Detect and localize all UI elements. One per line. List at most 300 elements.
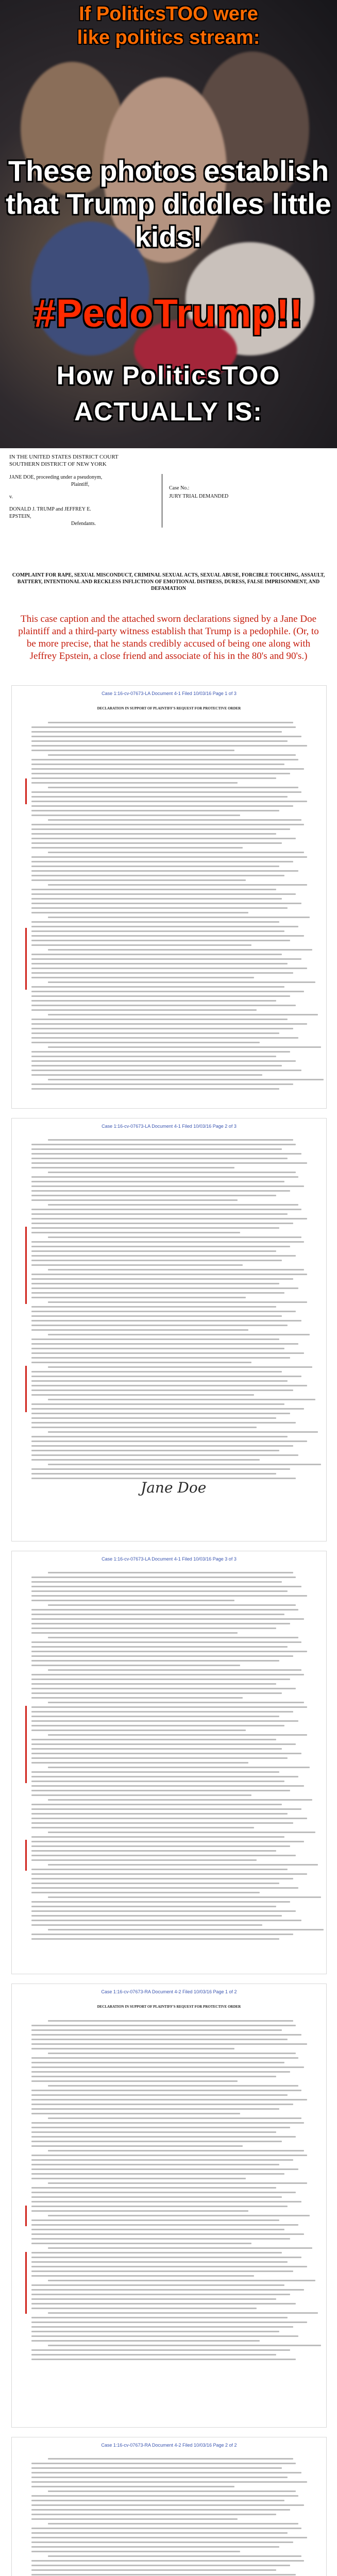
text-line — [48, 2182, 307, 2184]
text-line — [48, 1767, 310, 1768]
meme-top-line-2: like politics stream: — [77, 27, 260, 48]
text-line — [31, 773, 290, 774]
complaint-title: COMPLAINT FOR RAPE, SEXUAL MISCONDUCT, CRIMINAL SEXUAL ACTS, SEXUAL ABUSE, FORCIBLE TOUCHING, ASSAULT, BATTERY, INTENTIONAL AND RECKLESS INFLICTION OF EMOTIONAL DISTRESS, DURESS, FALSE IMPRISONMENT, AND DEFAMATION — [12, 572, 325, 591]
text-line — [31, 1348, 284, 1349]
text-line — [31, 921, 279, 923]
highlight-mark — [25, 1227, 27, 1304]
text-line — [48, 2117, 301, 2119]
text-line — [31, 1808, 301, 1810]
text-line — [31, 2359, 296, 2360]
text-line — [31, 847, 243, 849]
text-line — [48, 1637, 298, 1638]
highlight-mark — [25, 1366, 27, 1412]
text-line — [31, 810, 279, 811]
versus-label: v. — [9, 494, 13, 500]
text-line — [31, 1352, 304, 1354]
text-line — [31, 2463, 296, 2464]
page-title: DECLARATION IN SUPPORT OF PLAINTIFF'S REQUEST FOR PROTECTIVE ORDER — [97, 706, 241, 710]
text-line — [31, 1776, 298, 1777]
text-line — [31, 879, 246, 881]
text-line — [31, 926, 298, 927]
text-line — [31, 2127, 290, 2128]
text-line — [31, 824, 304, 825]
text-line — [31, 898, 282, 900]
text-line — [31, 2136, 296, 2138]
text-line — [31, 2238, 290, 2240]
text-line — [31, 1748, 282, 1750]
text-line — [31, 1028, 293, 1029]
text-line — [31, 1167, 234, 1168]
text-line — [31, 2122, 304, 2124]
text-line — [31, 2155, 307, 2156]
text-line — [31, 1660, 279, 1662]
text-line — [31, 1019, 288, 1020]
text-line — [31, 2284, 284, 2286]
text-line — [31, 1725, 284, 1726]
meme-image — [0, 0, 337, 448]
text-line — [48, 2150, 304, 2151]
text-line — [31, 1445, 293, 1447]
text-line — [31, 1595, 307, 1597]
page-header: Case 1:16-cv-07673-LA Document 4-1 Filed 10/03/16 Page 1 of 3 — [102, 691, 237, 696]
text-line — [31, 1315, 282, 1317]
highlight-mark — [25, 2206, 27, 2226]
text-line — [31, 1408, 304, 1410]
highlight-mark — [25, 2252, 27, 2314]
text-line — [48, 1604, 296, 1606]
text-line — [31, 1246, 290, 1247]
text-line — [31, 2025, 296, 2026]
text-line — [31, 935, 304, 937]
text-line — [31, 1250, 276, 1252]
text-line — [31, 740, 288, 742]
text-line — [48, 852, 304, 853]
text-line — [31, 1320, 301, 1321]
text-line — [31, 1697, 243, 1699]
signature-1: Jane Doe — [141, 1479, 207, 1496]
text-line — [31, 1730, 246, 1731]
text-line — [31, 903, 301, 904]
jury-demand: JURY TRIAL DEMANDED — [169, 494, 229, 499]
text-line — [31, 1743, 296, 1745]
text-line — [31, 1032, 279, 1034]
text-line — [31, 2467, 282, 2469]
text-line — [48, 981, 315, 983]
text-line — [31, 2229, 284, 2230]
page-header: Case 1:16-cv-07673-RA Document 4-2 Filed 10/03/16 Page 2 of 2 — [101, 2443, 237, 2448]
text-line — [31, 991, 304, 992]
meme-hashtag: #PedoTrump!! — [33, 292, 304, 335]
text-line — [31, 1934, 293, 1935]
text-line — [31, 1148, 282, 1150]
text-line — [31, 940, 290, 941]
text-line — [31, 2233, 304, 2235]
text-line — [31, 2062, 284, 2063]
text-line — [48, 2345, 321, 2346]
text-line — [31, 1892, 260, 1893]
text-line — [48, 1172, 296, 1173]
text-line — [31, 838, 296, 839]
text-line — [48, 1896, 321, 1898]
text-line — [31, 1818, 307, 1819]
text-line — [31, 972, 293, 974]
text-line — [31, 1357, 290, 1359]
text-line — [31, 930, 284, 932]
text-line — [31, 1609, 298, 1611]
text-line — [31, 1181, 284, 1182]
text-line — [31, 870, 298, 872]
text-line — [31, 875, 284, 876]
text-line — [31, 805, 293, 807]
text-line — [31, 2518, 238, 2520]
text-line — [48, 787, 298, 788]
text-line — [31, 2270, 293, 2272]
defendants-names: DONALD J. TRUMP and JEFFREY E. EPSTEIN, — [9, 506, 91, 519]
text-line — [31, 963, 288, 964]
text-line — [31, 2500, 284, 2501]
text-line — [31, 2141, 282, 2142]
text-line — [31, 1623, 290, 1624]
text-line — [31, 2168, 298, 2170]
text-line — [31, 2043, 307, 2045]
text-line — [31, 1454, 298, 1456]
text-line — [31, 828, 290, 830]
meme-mid-text: These photos establish that Trump diddles little kids! — [6, 155, 331, 253]
declaration-page — [11, 685, 327, 1109]
text-line — [31, 2308, 257, 2309]
text-line — [31, 986, 284, 988]
declaration-page — [11, 1984, 327, 2428]
plaintiff-name: JANE DOE, proceeding under a pseudonym, — [9, 474, 103, 480]
text-line — [31, 1841, 304, 1842]
text-line — [31, 2076, 276, 2077]
text-line — [48, 2555, 301, 2557]
defendants-role: Defendants. — [71, 521, 96, 527]
text-line — [31, 958, 301, 960]
text-line — [31, 2029, 282, 2031]
text-line — [31, 1385, 307, 1386]
text-line — [31, 1586, 301, 1587]
text-line — [48, 819, 301, 821]
text-line — [31, 1878, 293, 1879]
text-line — [31, 2108, 279, 2110]
text-line — [31, 2472, 301, 2473]
text-line — [48, 1832, 315, 1833]
page-title: DECLARATION IN SUPPORT OF PLAINTIFF'S REQUEST FOR PROTECTIVE ORDER — [97, 2005, 241, 2009]
highlight-mark — [25, 1706, 27, 1783]
text-line — [31, 2201, 301, 2202]
text-line — [31, 1185, 304, 1187]
text-line — [31, 1646, 288, 1648]
declaration-page — [11, 2437, 327, 2576]
text-line — [31, 1000, 276, 1002]
text-line — [31, 2187, 276, 2189]
text-line — [31, 2289, 304, 2291]
text-line — [31, 2261, 288, 2263]
text-line — [31, 1938, 279, 1940]
text-line — [31, 1473, 276, 1475]
declaration-page — [11, 1551, 327, 1974]
text-line — [31, 944, 251, 946]
text-line — [31, 1450, 279, 1451]
text-line — [48, 1464, 321, 1465]
text-line — [31, 2528, 301, 2529]
text-line — [31, 977, 254, 978]
text-line — [48, 1269, 304, 1270]
text-line — [48, 1079, 324, 1080]
text-line — [31, 1804, 282, 1805]
text-line — [31, 2099, 307, 2100]
text-line — [31, 954, 282, 955]
text-line — [31, 1600, 234, 1601]
text-line — [31, 2206, 288, 2207]
text-line — [31, 1614, 284, 1615]
meme-bottom-line-1: How PoliticsTOO — [56, 361, 281, 390]
text-line — [31, 2481, 307, 2483]
text-line — [31, 2340, 260, 2342]
text-line — [31, 1887, 298, 1889]
text-line — [31, 1873, 307, 1875]
text-line — [48, 1431, 318, 1433]
text-line — [31, 1440, 307, 1442]
text-line — [31, 1716, 279, 1717]
text-line — [31, 2178, 246, 2179]
page-header: Case 1:16-cv-07673-RA Document 4-2 Filed 10/03/16 Page 1 of 2 — [101, 1989, 237, 1994]
text-line — [31, 1901, 290, 1903]
text-line — [31, 1074, 262, 1076]
text-line — [31, 995, 290, 997]
meme-bottom-line-2: ACTUALLY IS: — [74, 397, 263, 426]
highlight-mark — [25, 1840, 27, 1871]
text-line — [48, 2490, 296, 2492]
text-line — [31, 1855, 296, 1856]
text-line — [31, 2034, 301, 2036]
text-line — [31, 777, 276, 779]
text-line — [31, 1158, 288, 1159]
text-line — [31, 815, 240, 816]
text-line — [31, 1283, 279, 1284]
text-line — [31, 968, 307, 969]
text-line — [31, 726, 296, 728]
text-line — [31, 2569, 276, 2571]
text-line — [31, 1023, 307, 1025]
text-line — [31, 2159, 293, 2161]
text-line — [31, 1436, 288, 1437]
text-line — [31, 2335, 298, 2337]
text-line — [31, 1403, 284, 1405]
text-line — [31, 2486, 234, 2487]
text-line — [31, 1070, 301, 1071]
text-line — [31, 856, 307, 858]
page-body — [31, 722, 310, 1093]
text-line — [31, 1692, 282, 1694]
text-line — [31, 2546, 279, 2548]
text-line — [48, 1702, 304, 1703]
text-line — [31, 2071, 290, 2073]
text-line — [31, 750, 234, 751]
text-line — [31, 782, 238, 784]
text-line — [48, 2458, 293, 2460]
text-line — [31, 1371, 282, 1372]
text-line — [31, 1037, 298, 1039]
text-line — [48, 1734, 307, 1736]
text-line — [31, 1674, 304, 1675]
text-line — [31, 1389, 293, 1391]
text-line — [31, 1785, 304, 1787]
text-line — [31, 2331, 279, 2332]
text-line — [31, 1195, 276, 1196]
text-line — [31, 1651, 307, 1652]
text-line — [31, 2574, 296, 2575]
text-line — [31, 1688, 296, 1689]
text-line — [31, 1292, 284, 1294]
text-line — [31, 1790, 290, 1791]
text-line — [31, 1468, 290, 1470]
text-line — [31, 2326, 293, 2328]
text-line — [31, 1459, 260, 1461]
text-line — [31, 2210, 248, 2212]
text-line — [31, 2104, 293, 2105]
text-line — [31, 1241, 304, 1243]
text-line — [31, 2275, 254, 2277]
text-line — [31, 1771, 279, 1773]
text-line — [31, 1343, 298, 1345]
text-line — [48, 1014, 318, 1015]
text-line — [31, 1394, 254, 1396]
text-line — [31, 2565, 290, 2566]
text-line — [48, 1236, 301, 1238]
text-line — [31, 1720, 298, 1722]
page-body — [31, 2020, 310, 2363]
text-line — [31, 1311, 296, 1312]
text-line — [48, 2312, 318, 2314]
text-line — [31, 1209, 301, 1210]
text-line — [31, 1260, 282, 1261]
text-line — [31, 866, 279, 867]
text-line — [31, 1306, 276, 1308]
text-line — [31, 1757, 288, 1759]
page-body — [31, 1572, 310, 1943]
text-line — [31, 2537, 307, 2538]
text-line — [31, 1628, 276, 1629]
text-line — [31, 2266, 307, 2267]
text-line — [31, 2354, 276, 2355]
text-line — [31, 2509, 290, 2511]
text-line — [31, 2514, 276, 2515]
text-line — [31, 731, 282, 733]
text-line — [31, 1005, 296, 1006]
text-line — [31, 2257, 301, 2258]
text-line — [48, 1929, 324, 1930]
text-line — [31, 2048, 234, 2049]
page-body — [31, 1139, 310, 1482]
text-line — [31, 1679, 290, 1680]
text-line — [31, 745, 307, 747]
text-line — [31, 1083, 293, 1085]
complaint-caption — [9, 453, 328, 608]
callout-text: This case caption and the attached sworn declarations signed by a Jane Doe plaintiff and a third-party witness establish that Trump is a pedophile. (Or, to be more precise, that he stands credibly accused of being one along with Jeffrey Epstein, a close friend and associate of his in the 80's and 90's.) — [18, 614, 319, 662]
text-line — [31, 1153, 301, 1155]
text-line — [31, 1883, 279, 1884]
text-line — [48, 2085, 298, 2087]
text-line — [31, 2532, 288, 2534]
text-line — [48, 2020, 293, 2022]
text-line — [31, 1836, 284, 1838]
text-line — [31, 2294, 290, 2295]
text-line — [31, 1590, 288, 1592]
text-line — [31, 764, 284, 765]
text-line — [31, 2252, 282, 2253]
page-header: Case 1:16-cv-07673-LA Document 4-1 Filed 10/03/16 Page 2 of 3 — [102, 1124, 237, 1129]
text-line — [31, 1144, 296, 1145]
text-line — [31, 2551, 240, 2552]
text-line — [31, 1329, 248, 1331]
plaintiff-role: Plaintiff, — [71, 482, 90, 487]
text-line — [31, 893, 296, 895]
text-line — [31, 1227, 279, 1229]
text-line — [31, 1845, 290, 1847]
text-line — [31, 1618, 304, 1620]
text-line — [31, 2094, 288, 2096]
text-line — [31, 2495, 298, 2497]
text-line — [31, 1581, 282, 1583]
text-line — [31, 1274, 307, 1275]
text-line — [31, 2303, 296, 2304]
text-line — [48, 2053, 296, 2054]
text-line — [31, 2196, 282, 2198]
text-line — [31, 2080, 238, 2082]
text-line — [31, 2560, 304, 2562]
page-body — [31, 2458, 310, 2576]
text-line — [31, 2066, 304, 2068]
text-line — [31, 1706, 307, 1708]
text-line — [48, 1334, 310, 1335]
text-line — [31, 2145, 243, 2147]
text-line — [31, 2057, 298, 2059]
text-line — [31, 2173, 284, 2175]
text-line — [48, 949, 312, 951]
text-line — [48, 2523, 298, 2524]
text-line — [31, 2541, 293, 2543]
caption-parties — [9, 474, 162, 528]
declaration-page — [11, 1118, 327, 1541]
text-line — [31, 759, 298, 760]
text-line — [48, 1139, 293, 1141]
text-line — [31, 791, 301, 793]
text-line — [31, 2504, 304, 2506]
text-line — [31, 907, 288, 909]
text-line — [31, 1850, 276, 1852]
text-line — [31, 1065, 282, 1066]
caption-case-info — [169, 484, 228, 501]
text-line — [31, 1827, 254, 1828]
text-line — [31, 1325, 288, 1326]
text-line — [48, 1572, 293, 1573]
text-line — [48, 1799, 312, 1801]
text-line — [31, 2477, 288, 2478]
text-line — [31, 2243, 251, 2244]
text-line — [31, 2131, 276, 2133]
text-line — [31, 801, 307, 802]
highlight-mark — [25, 928, 27, 990]
text-line — [48, 1399, 315, 1400]
text-line — [31, 1683, 276, 1685]
text-line — [48, 1864, 318, 1866]
text-line — [31, 1264, 243, 1266]
text-line — [31, 1711, 293, 1713]
text-line — [31, 889, 276, 890]
text-line — [48, 1366, 312, 1368]
